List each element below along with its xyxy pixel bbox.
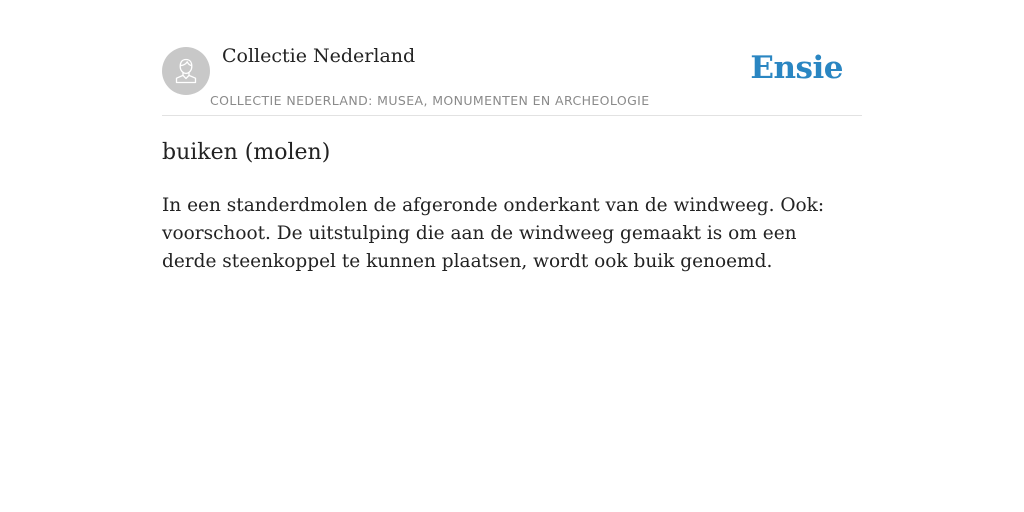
ensie-logo[interactable]: Ensie [750,50,843,86]
collection-link[interactable]: COLLECTIE NEDERLAND: MUSEA, MONUMENTEN EN ARCHEOLOGIE [210,93,650,108]
author-name[interactable]: Collectie Nederland [222,45,416,67]
avatar[interactable] [162,47,210,95]
term-definition: In een standerdmolen de afgeronde onderkant van de windweeg. Ook: voorschoot. De uitstulping die aan de windweeg gemaakt is om een derde steenkoppel te kunnen plaatsen, wordt ook buik genoemd. [162,195,825,272]
term-title: buiken (molen) [162,140,331,165]
user-icon [171,56,201,86]
entry-card [162,0,862,272]
entry-header [162,0,862,116]
